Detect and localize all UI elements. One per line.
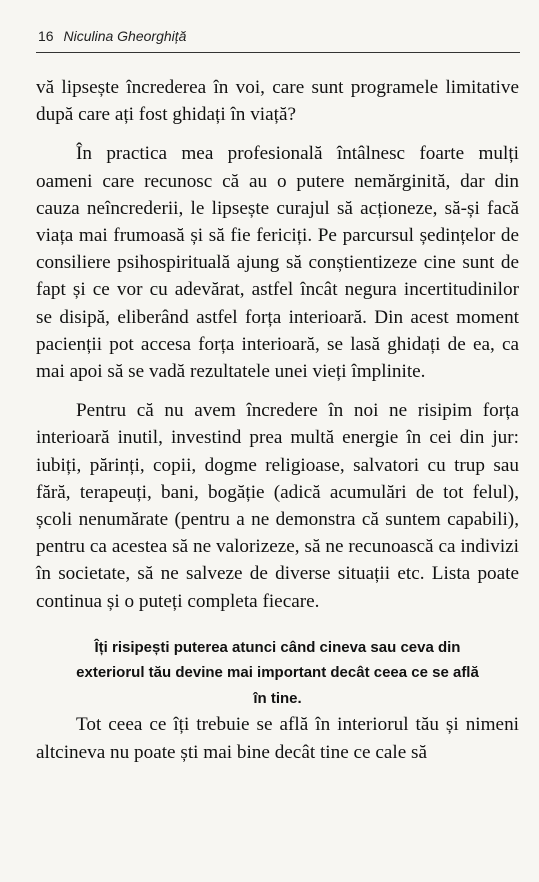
running-header — [38, 28, 518, 54]
body-text — [36, 74, 519, 766]
header-rule — [36, 52, 520, 53]
running-header-author: Niculina Gheorghiță — [63, 28, 187, 44]
page-number: 16 — [38, 28, 54, 44]
paragraph: Pentru că nu avem încredere în noi ne risipim forța interioară inutil, investind prea multă energie în cei din jur: iubiți, părinți, copii, dogme religioase, salvatori cu trup sau fără, terapeuți, bani, bogăție (adică acumulări de tot felul), școli nenumărate (pentru a ne demonstra că suntem capabili), pentru ca acestea să ne valorizeze, să ne recunoască ca indivizi în societate, să ne salveze de diverse situații etc. Lista poate continua și o puteți completa fiecare. — [36, 400, 519, 612]
paragraph: Tot ceea ce îți trebuie se află în interiorul tău și nimeni altcineva nu poate ști mai bine decât tine ce cale să — [36, 714, 519, 763]
paragraph: În practica mea profesională întâlnesc foarte mulți oameni care recunosc că au o putere nemărginită, dar din cauza neîncrederii, le lipsește curajul să acționeze, să-și facă viața mai frumoasă și să fie fericiți. Pe parcursul ședințelor de consiliere psihospirituală ajung să conștientizeze cine sunt de fapt și ce vor cu adevărat, astfel încât negura incertitudinilor se disipă, eliberând astfel forța interioară. Din acest moment pacienții pot accesa forța interioară, se lasă ghidați de ea, ca mai apoi să se vadă rezultatele unei vieți împlinite. — [36, 143, 519, 383]
pull-quote: Îți risipești puterea atunci când cineva sau ceva din exteriorul tău devine mai important decât ceea ce se află în tine. — [76, 638, 479, 707]
paragraph-continuation: vă lipsește încrederea în voi, care sunt programele limitative după care ați fost ghidați în viață? — [36, 77, 519, 126]
